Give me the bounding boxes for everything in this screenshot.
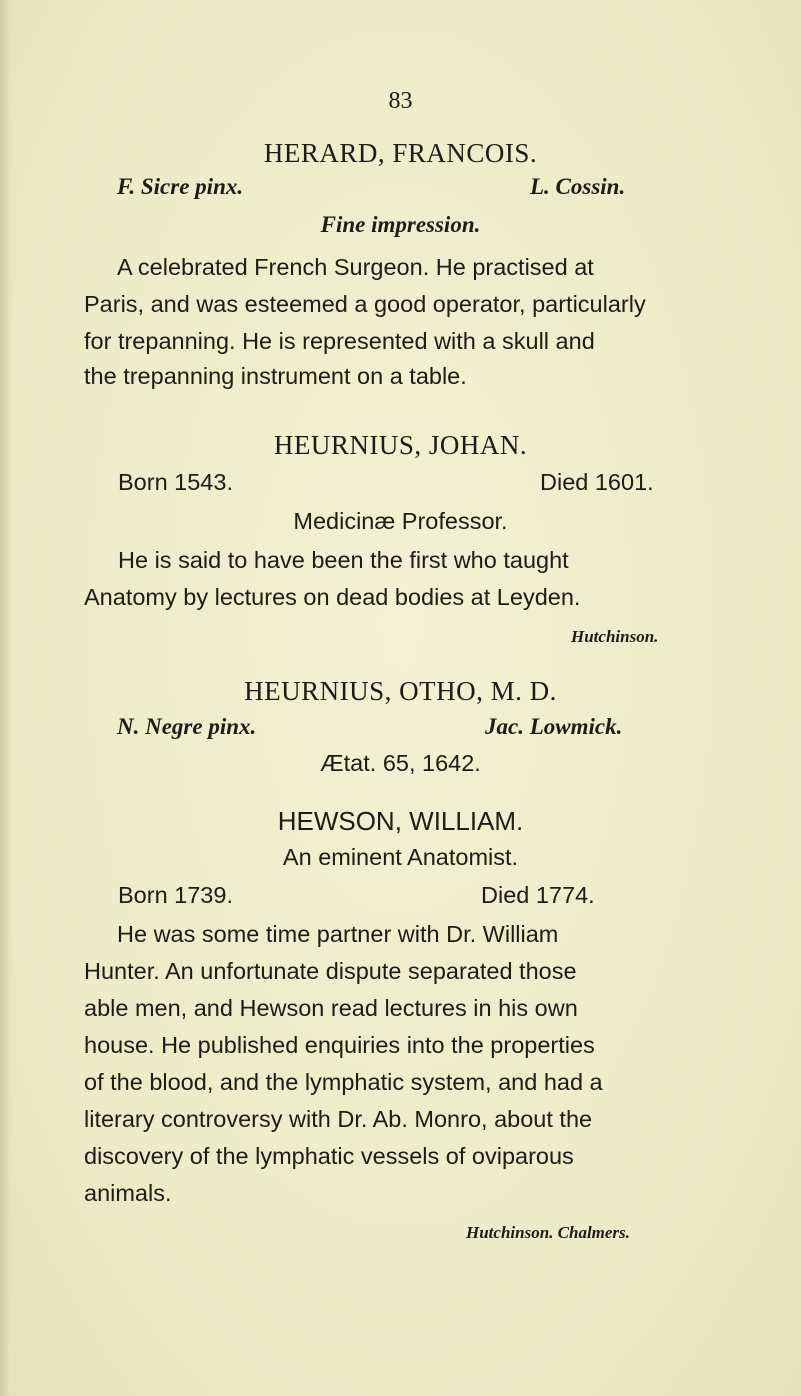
painter-credit: N. Negre pinx. <box>117 714 257 739</box>
died-date: Died 1774. <box>481 882 595 908</box>
painter-credit: F. Sicre pinx. <box>117 174 244 199</box>
description-line: He is said to have been the first who taught <box>118 547 569 573</box>
engraver-credit: Jac. Lowmick. <box>485 714 623 739</box>
description-line: Anatomy by lectures on dead bodies at Leyden. <box>84 584 581 610</box>
description-line: animals. <box>84 1180 172 1206</box>
entry-title: An eminent Anatomist. <box>282 844 519 870</box>
description-line: the trepanning instrument on a table. <box>84 363 467 389</box>
description-line: discovery of the lymphatic vessels of oviparous <box>84 1143 574 1169</box>
description-line: A celebrated French Surgeon. He practised at <box>117 254 594 280</box>
impression-note: Fine impression. <box>320 212 481 237</box>
description-line: for trepanning. He is represented with a skull and <box>84 328 595 354</box>
engraver-credit: L. Cossin. <box>530 174 626 199</box>
source-credit: Hutchinson. <box>571 627 659 646</box>
description-line: able men, and Hewson read lectures in his own <box>84 995 578 1021</box>
description-line: literary controversy with Dr. Ab. Monro, about the <box>84 1106 593 1132</box>
source-credit: Hutchinson. Chalmers. <box>466 1223 630 1242</box>
born-date: Born 1739. <box>118 882 233 908</box>
description-line: house. He published enquiries into the properties <box>84 1032 595 1058</box>
description-line: Paris, and was esteemed a good operator, particularly <box>84 291 646 317</box>
entry-title: Medicinæ Professor. <box>293 508 508 534</box>
born-date: Born 1543. <box>118 469 233 495</box>
description-line: of the blood, and the lymphatic system, and had a <box>84 1069 603 1095</box>
entry-heading-hewson: HEWSON, WILLIAM. <box>277 806 524 836</box>
page-number: 83 <box>388 88 413 114</box>
entry-heading-heurnius-otho: HEURNIUS, OTHO, M. D. <box>244 676 557 706</box>
entry-heading-herard: HERARD, FRANCOIS. <box>263 138 538 168</box>
age-note: Ætat. 65, 1642. <box>320 750 481 776</box>
description-line: He was some time partner with Dr. William <box>117 921 559 947</box>
description-line: Hunter. An unfortunate dispute separated those <box>84 958 577 984</box>
entry-heading-heurnius-johan: HEURNIUS, JOHAN. <box>273 430 528 460</box>
died-date: Died 1601. <box>540 469 654 495</box>
